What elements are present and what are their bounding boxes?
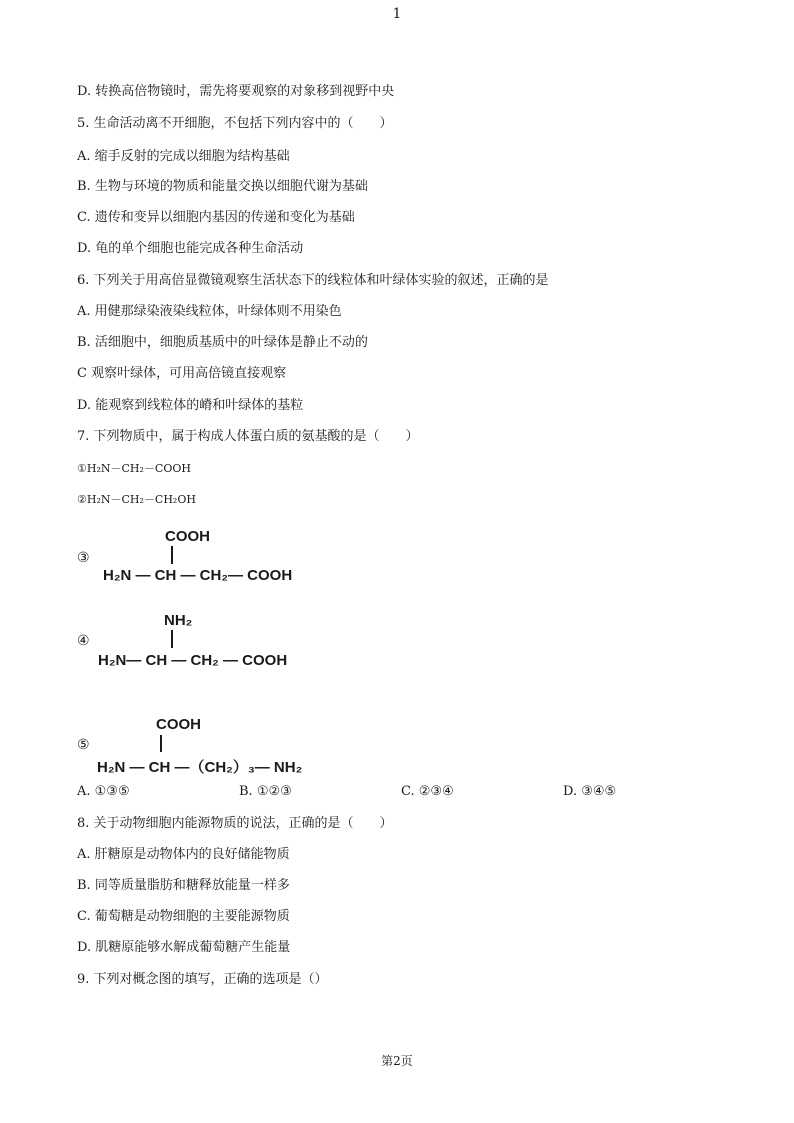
question-7: 7. 下列物质中，属于构成人体蛋白质的氨基酸的是（ ） (77, 429, 419, 444)
structure-4-top-group: NH₂ (164, 612, 193, 629)
page-footer-label: 第2页 (381, 1054, 413, 1068)
structure-5-chain: H₂N — CH —（CH₂）₃— NH₂ (97, 759, 303, 776)
question-5: 5. 生命活动离不开细胞，不包括下列内容中的（ ） (77, 116, 393, 131)
q5-option-b: B. 生物与环境的物质和能量交换以细胞代谢为基础 (77, 179, 368, 194)
structure-4-bond (171, 630, 173, 648)
q8-option-a: A. 肝糖原是动物体内的良好储能物质 (77, 847, 290, 862)
structure-3-top-group: COOH (165, 528, 210, 545)
structure-3-bond (171, 546, 173, 564)
structure-5-top-group: COOH (156, 716, 201, 733)
question-9: 9. 下列对概念图的填写，正确的选项是（） (77, 972, 328, 987)
question-6: 6. 下列关于用高倍显微镜观察生活状态下的线粒体和叶绿体实验的叙述，正确的是 (77, 273, 549, 288)
page-header-number: 1 (392, 6, 402, 22)
q7-circle-5: ⑤ (77, 737, 90, 753)
structure-5-bond (160, 735, 162, 752)
q7-option-b: B. ①②③ (239, 784, 292, 799)
q5-option-d: D. 龟的单个细胞也能完成各种生命活动 (77, 241, 304, 256)
q6-option-a: A. 用健那绿染液染线粒体，叶绿体则不用染色 (77, 304, 342, 319)
q4-option-d: D. 转换高倍物镜时，需先将要观察的对象移到视野中央 (77, 84, 395, 99)
q7-option-d: D. ③④⑤ (563, 784, 617, 799)
q7-circle-4: ④ (77, 633, 90, 649)
q6-option-d: D. 能观察到线粒体的嵴和叶绿体的基粒 (77, 398, 304, 413)
structure-4-chain: H₂N— CH — CH₂ — COOH (98, 652, 288, 669)
q7-molecule-1: ①H₂N－CH₂－COOH (77, 462, 191, 475)
q5-option-a: A. 缩手反射的完成以细胞为结构基础 (77, 149, 290, 164)
q8-option-b: B. 同等质量脂肪和糖释放能量一样多 (77, 878, 290, 893)
q6-option-c: C 观察叶绿体，可用高倍镜直接观察 (77, 366, 287, 381)
q7-option-a: A. ①③⑤ (77, 784, 130, 799)
q7-circle-3: ③ (77, 550, 90, 566)
question-8: 8. 关于动物细胞内能源物质的说法，正确的是（ ） (77, 816, 393, 831)
q7-molecule-2: ②H₂N－CH₂－CH₂OH (77, 493, 196, 506)
q8-option-c: C. 葡萄糖是动物细胞的主要能源物质 (77, 909, 290, 924)
q5-option-c: C. 遗传和变异以细胞内基因的传递和变化为基础 (77, 210, 355, 225)
q6-option-b: B. 活细胞中，细胞质基质中的叶绿体是静止不动的 (77, 335, 368, 350)
structure-3-chain: H₂N — CH — CH₂— COOH (103, 567, 293, 584)
q8-option-d: D. 肌糖原能够水解成葡萄糖产生能量 (77, 940, 291, 955)
q7-option-c: C. ②③④ (401, 784, 454, 799)
